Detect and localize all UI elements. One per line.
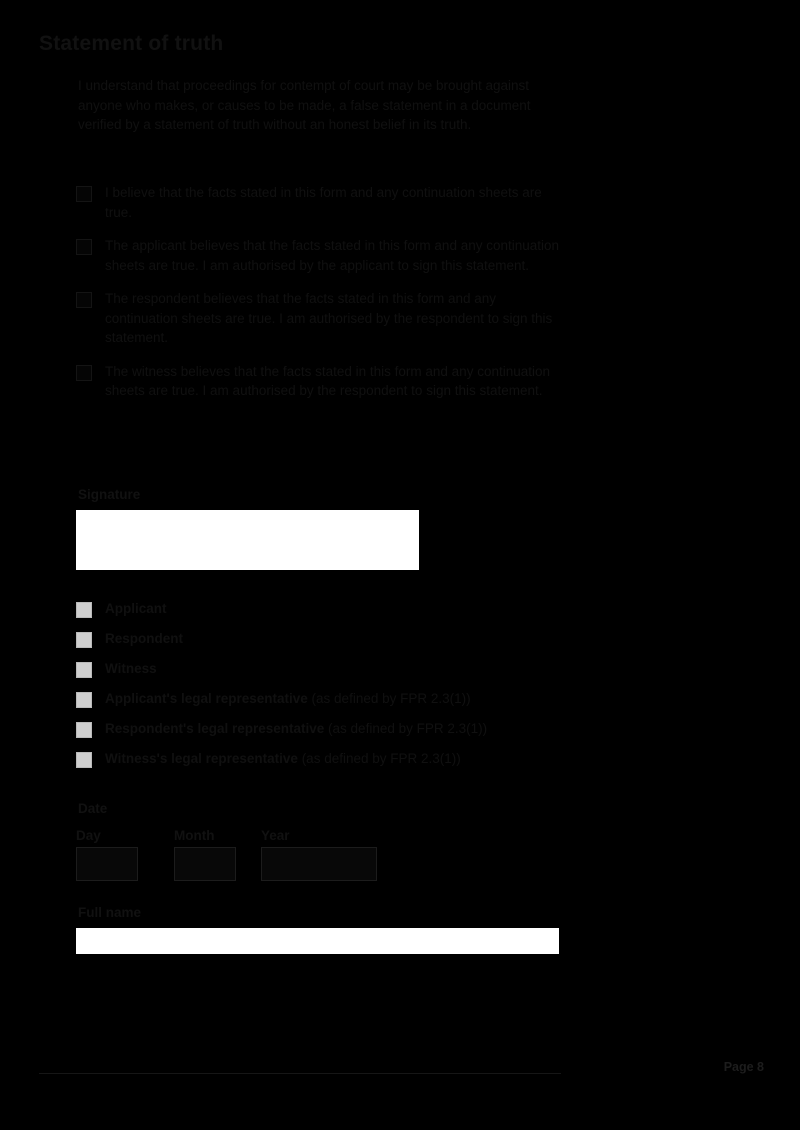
date-day-group [76,828,138,881]
footer-divider [39,1073,561,1074]
declaration-row[interactable] [76,183,566,222]
checkbox-applicant-self[interactable] [76,186,92,202]
checkbox-witness-believes[interactable] [76,365,92,381]
role-row[interactable] [76,630,596,660]
declaration-text: The applicant believes that the facts stated in this form and any continuation sheets are true. I am authorised by the applicant to sign this statement. [105,238,560,273]
declaration-text: The witness believes that the facts stated in this form and any continuation sheets are true. I am authorised by the respondent to sign this statement. [105,363,550,398]
checkbox-applicant[interactable] [76,602,92,618]
declaration-text: The respondent believes that the facts stated in this form and any continuation sheets are true. I am authorised by the respondent to sign this statement. [105,291,553,345]
role-note: (as defined by FPR 2.3(1)) [297,751,461,766]
date-day-label: Day [76,828,101,843]
checkbox-witnesss-legal-representative[interactable] [76,752,92,768]
role-row[interactable] [76,750,596,780]
page-title: Statement of truth [39,32,224,55]
role-list [76,600,596,780]
signature-input[interactable] [76,510,419,570]
declaration-row[interactable] [76,289,566,348]
role-row[interactable] [76,720,596,750]
checkbox-respondent[interactable] [76,632,92,648]
checkbox-applicants-legal-representative[interactable] [76,692,92,708]
date-year-label: Year [261,828,290,843]
role-note: (as defined by FPR 2.3(1)) [324,721,488,736]
intro-paragraph: I understand that proceedings for contempt of court may be brought against anyone who makes, or causes to be made, a false statement in a document verified by a statement of truth without an honest belief in its truth. [78,78,531,132]
role-row[interactable] [76,660,596,690]
role-row[interactable] [76,690,596,720]
declaration-list [76,183,566,415]
role-label: Respondent's legal representative (as defined by FPR 2.3(1)) [105,721,488,736]
role-label: Witness's legal representative (as defined by FPR 2.3(1)) [105,751,461,766]
role-label: Applicant [105,601,167,616]
checkbox-witness[interactable] [76,662,92,678]
date-label: Date [78,801,108,816]
date-month-label: Month [174,828,215,843]
full-name-label: Full name [78,905,142,920]
declaration-row[interactable] [76,362,566,401]
date-day-input[interactable] [76,847,138,881]
role-label: Witness [105,661,157,676]
signature-label: Signature [78,487,141,502]
role-note: (as defined by FPR 2.3(1)) [307,691,471,706]
page-number: Page 8 [723,1060,764,1074]
declaration-text: I believe that the facts stated in this form and any continuation sheets are true. [105,185,542,220]
checkbox-respondents-legal-representative[interactable] [76,722,92,738]
date-month-input[interactable] [174,847,236,881]
date-month-group [174,828,236,881]
date-year-input[interactable] [261,847,377,881]
checkbox-applicant-believes[interactable] [76,239,92,255]
role-row[interactable] [76,600,596,630]
checkbox-respondent-believes[interactable] [76,292,92,308]
date-year-group [261,828,377,881]
role-label: Applicant's legal representative (as defined by FPR 2.3(1)) [105,691,471,706]
full-name-input[interactable] [76,928,559,954]
role-label: Respondent [105,631,184,646]
declaration-row[interactable] [76,236,566,275]
